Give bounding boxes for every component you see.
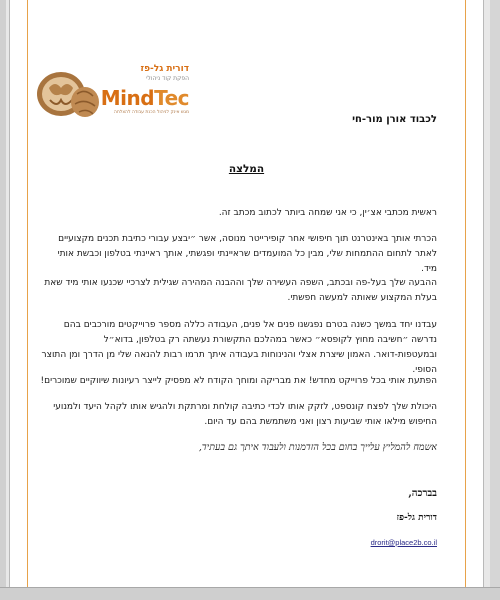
logo-brand (97, 86, 189, 110)
document-page (9, 0, 484, 600)
bottom-status-bar (0, 587, 500, 600)
logo-brand-suffix: Tec (154, 86, 189, 110)
signature-name: דורית גל-פז (396, 513, 437, 523)
logo-subtitle: הפקת קוד ניהולי (146, 75, 189, 82)
paragraph-6: היכולת שלך לפצח קונספט, לזקק אותו לכדי כתיבה קולחת ומרתקת ולהגיש אותו לקהל היעד ולמנועי החיפוש מילאו אותי שביעות רצון ואני משתמשת בהם עד היום. (53, 402, 437, 427)
paragraph-5: הפתעת אותי בכל פרוייקט מחדש! את מבריקה ומוחך הקודח לא מפסיק לייצר רעיונות שיווקיים שמוכרים! (40, 376, 437, 386)
logo-owner-name: דורית גל-פז (140, 64, 189, 74)
paragraph-2: הכרתי אותך באינטרנט תוך חיפושי אחר קופירייטר מנוסה, אשר ״יבצע עבורי כתיבת תכנים מקצועיים לאתר לתחום ההתמחות שלי, מבין כל המועמדים שראיינתי ופגשתי, אותך ראיינתי בטלפון וכבשת אותי מיד. (57, 234, 437, 274)
logo-tagline: מגש אינק לניהול הכנת עבודה להצלחה (113, 110, 189, 115)
email-link[interactable]: drorit@place2b.co.il (370, 538, 437, 547)
paragraph-3: ההבעה שלך בעל-פה ובכתב, השפה העשירה שלך וההבנה המהירה שגילית לצרכיי שכנעו אותי מיד שאת בעלת המקצוע שאותה למעשה חפשתי. (44, 278, 437, 303)
paragraph-1: ראשית מכתבי אצ׳ין, כי אני שמחה ביותר לכתוב מכתב זה. (218, 208, 437, 218)
mindtec-logo (35, 60, 189, 130)
recommendation-line: אשמח להמליץ עלייך בחום בכל הזדמנות ולעבוד איתך גם בעתיד, (198, 442, 437, 453)
logo-text (97, 64, 189, 116)
walnut-icon (35, 64, 101, 122)
paragraph-4: עבדנו יחד במשך כשנה בטרם נפגשנו פנים אל פנים, העבודה כללה מספר פרוייקטים מורכבים בהם נדרשה ״חשיבה מחוץ לקופסא״ כאשר במהלכם התקשורת נעשתה רק בטלפון, בדוא״ל ובמעטפות-דואר. האמון שיצרת אצלי והנינוחות בעבודה איתך תרמו רבות להנאה שלי מן הדרך ומן התוצר הסופי. (41, 320, 437, 375)
closing-greeting: בברכה, (408, 488, 437, 499)
letter-title: המלצה (228, 163, 265, 175)
logo-brand-main: Mind (100, 86, 155, 110)
right-scrollbar-gutter[interactable] (490, 0, 500, 600)
right-border-rule (465, 0, 466, 588)
left-border-rule (27, 0, 28, 588)
recipient-line: לכבוד אורן מור-חי (352, 114, 437, 125)
left-margin (0, 0, 6, 600)
